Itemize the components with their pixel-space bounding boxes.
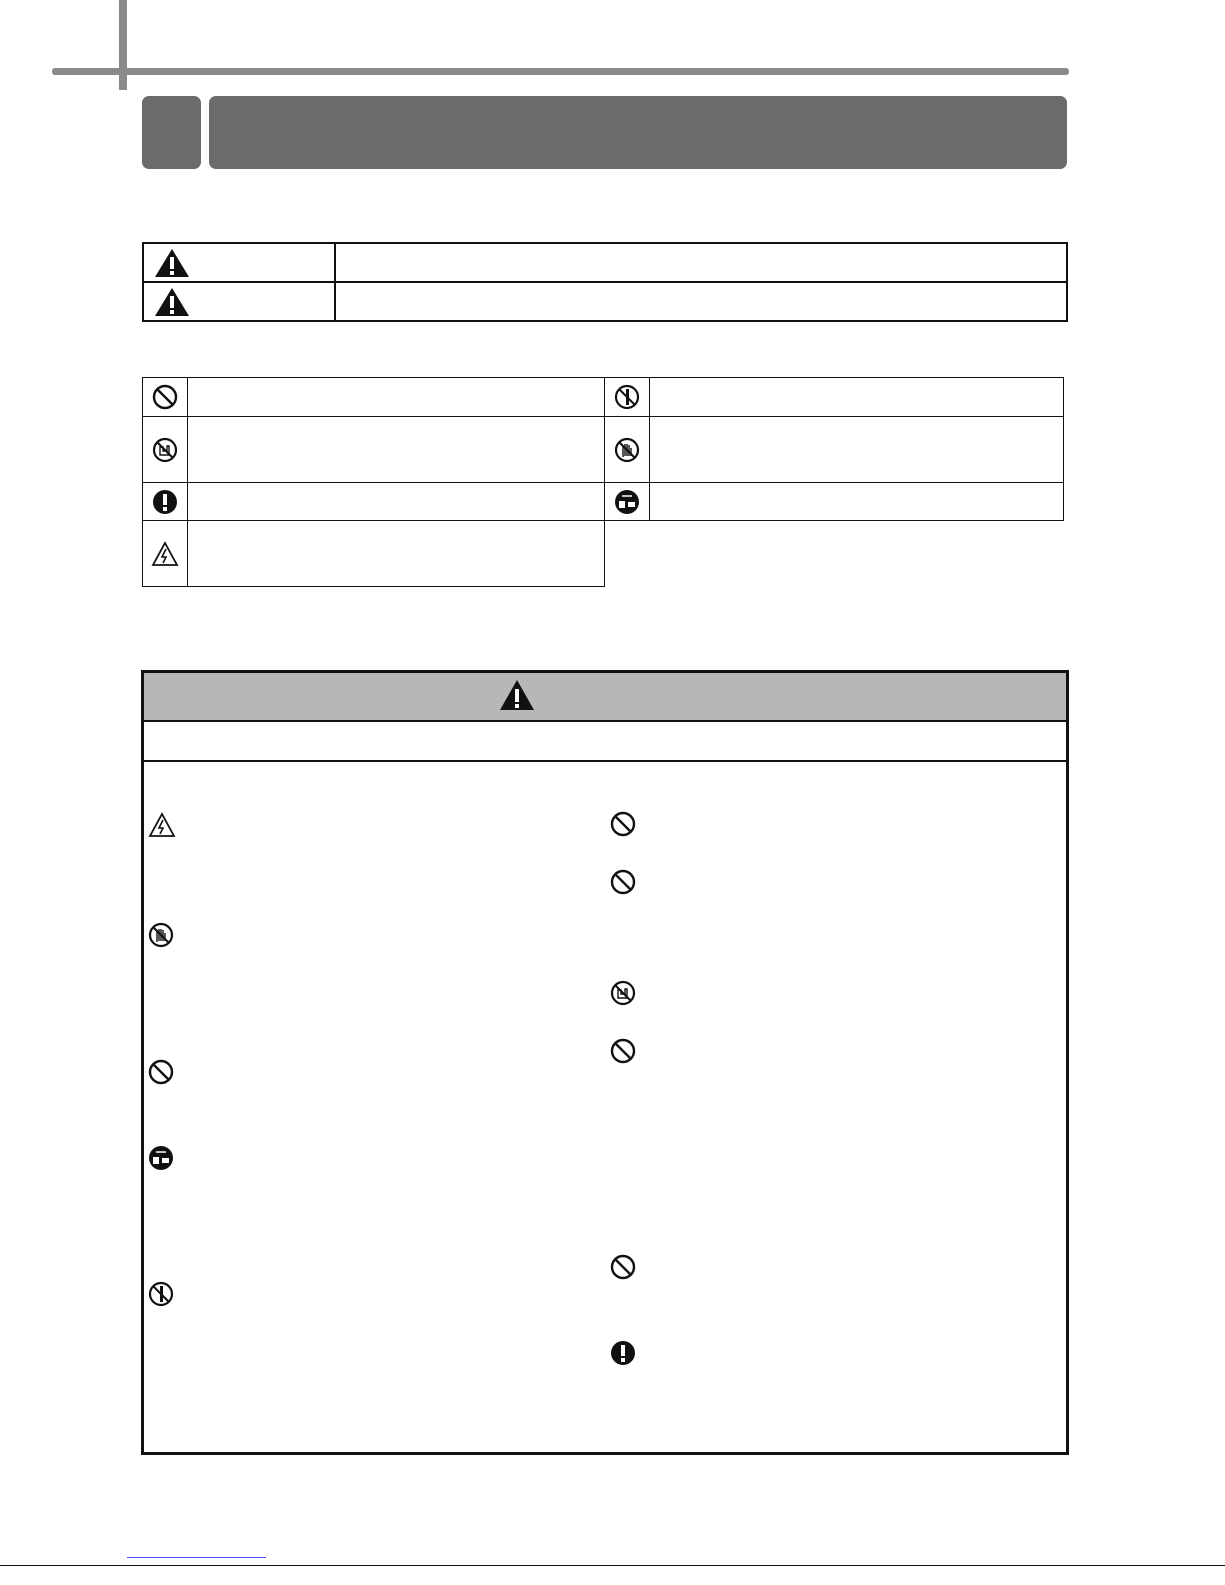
symbols-table-left <box>142 377 605 587</box>
signal-label-cell <box>143 282 335 321</box>
corner-bar-vertical <box>119 0 127 90</box>
symbol-row <box>143 521 605 587</box>
top-rule <box>52 68 1069 75</box>
no-touch-icon <box>148 922 174 948</box>
prohibited-icon <box>152 384 178 410</box>
no-touch-icon <box>614 437 640 463</box>
footer-rule <box>0 1565 1225 1566</box>
no-disassembly-icon <box>614 384 640 410</box>
symbol-description <box>650 483 1064 521</box>
signal-label-cell <box>143 243 335 282</box>
warning-triangle-icon <box>154 287 190 317</box>
electric-shock-icon <box>151 541 179 567</box>
signal-row-caution <box>143 282 1067 321</box>
symbol-row <box>143 378 605 417</box>
prohibited-icon <box>610 811 636 837</box>
prohibited-icon <box>610 1038 636 1064</box>
prohibited-icon <box>610 869 636 895</box>
footer-link-rule <box>127 1557 266 1558</box>
symbol-description <box>650 417 1064 483</box>
signal-word-table <box>142 242 1068 322</box>
page-title-block <box>209 96 1067 169</box>
no-wet-hands-icon <box>610 980 636 1006</box>
electric-shock-icon <box>148 812 176 838</box>
symbol-description <box>188 378 605 417</box>
mandatory-action-icon <box>610 1340 636 1366</box>
symbol-description <box>188 417 605 483</box>
warning-box-header <box>144 673 1066 722</box>
warning-box-subtitle <box>144 722 1066 762</box>
symbol-row <box>605 483 1064 521</box>
symbol-description <box>188 483 605 521</box>
symbol-description <box>650 378 1064 417</box>
symbol-row <box>605 378 1064 417</box>
warning-triangle-icon <box>154 248 190 278</box>
no-disassembly-icon <box>148 1281 174 1307</box>
section-number-block <box>142 96 201 169</box>
symbol-row <box>143 417 605 483</box>
signal-row-warning <box>143 243 1067 282</box>
symbol-row <box>143 483 605 521</box>
signal-description-cell <box>335 282 1067 321</box>
unplug-icon <box>614 489 640 515</box>
prohibited-icon <box>610 1254 636 1280</box>
prohibited-icon <box>148 1059 174 1085</box>
symbols-table-right <box>604 377 1064 521</box>
no-wet-hands-icon <box>152 437 178 463</box>
symbol-description <box>188 521 605 587</box>
symbol-row <box>605 417 1064 483</box>
unplug-icon <box>148 1145 174 1171</box>
signal-description-cell <box>335 243 1067 282</box>
mandatory-action-icon <box>152 489 178 515</box>
warning-triangle-icon <box>499 679 535 711</box>
warning-box <box>141 670 1069 1455</box>
